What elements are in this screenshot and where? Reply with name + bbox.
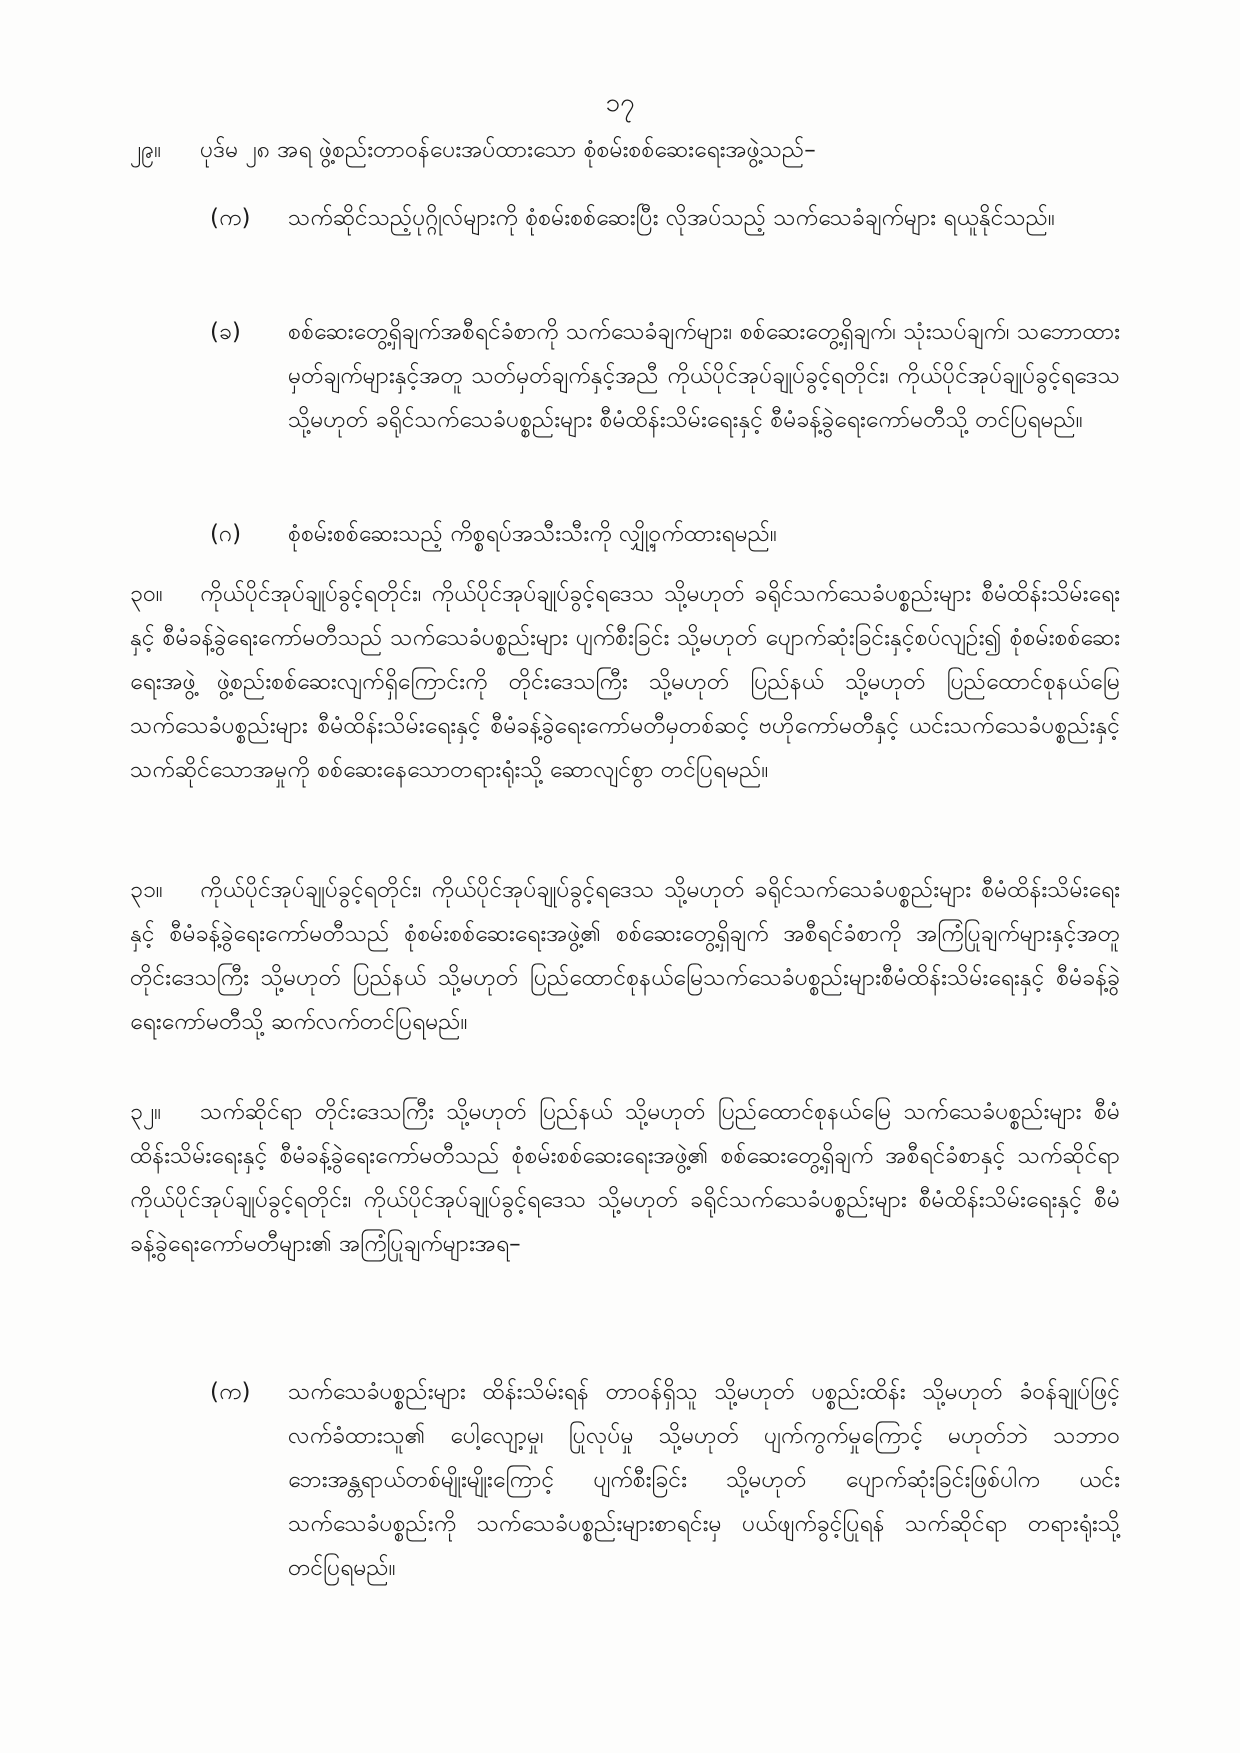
- section-text: သက်ဆိုင်ရာ တိုင်းဒေသကြီး သို့မဟုတ် ပြည်နယ် သို့မဟုတ် ပြည်ထောင်စုနယ်မြေ သက်သေခံပစ္စည်းများ စီမံထိန်းသိမ်းရေးနှင့် စီမံခန့်ခွဲရေးကော်မတီသည် စုံစမ်းစစ်ဆေးရေးအဖွဲ့၏ စစ်ဆေးတွေ့ရှိချက် အစီရင်ခံစာနှင့် သက်ဆိုင်ရာကိုယ်ပိုင်အုပ်ချုပ်ခွင့်ရတိုင်း၊ ကိုယ်ပိုင်အုပ်ချုပ်ခွင့်ရဒေသ သို့မဟုတ် ခရိုင်သက်သေခံပစ္စည်းများ စီမံထိန်းသိမ်းရေးနှင့် စီမံခန့်ခွဲရေးကော်မတီများ၏ အကြံပြုချက်များအရ–: [130, 1099, 1120, 1257]
- clause-label: (ခ): [210, 319, 241, 345]
- section-number: ၂၉။: [130, 137, 162, 163]
- section-text: ကိုယ်ပိုင်အုပ်ချုပ်ခွင့်ရတိုင်း၊ ကိုယ်ပိုင်အုပ်ချုပ်ခွင့်ရဒေသ သို့မဟုတ် ခရိုင်သက်သေခံပစ္စည်းများ စီမံထိန်းသိမ်းရေးနှင့် စီမံခန့်ခွဲရေးကော်မတီသည် စုံစမ်းစစ်ဆေးရေးအဖွဲ့၏ စစ်ဆေးတွေ့ရှိချက် အစီရင်ခံစာကို အကြံပြုချက်များနှင့်အတူ တိုင်းဒေသကြီး သို့မဟုတ် ပြည်နယ် သို့မဟုတ် ပြည်ထောင်စုနယ်မြေသက်သေခံပစ္စည်းများစီမံထိန်းသိမ်းရေးနှင့် စီမံခန့်ခွဲရေးကော်မတီသို့ ဆက်လက်တင်ပြရမည်။: [130, 877, 1120, 1035]
- clause-text: သက်သေခံပစ္စည်းများ ထိန်းသိမ်းရန် တာဝန်ရှိသူ သို့မဟုတ် ပစ္စည်းထိန်း သို့မဟုတ် ခံဝန်ချုပ်ဖြင့် လက်ခံထားသူ၏ ပေါ့လျော့မှု၊ ပြုလုပ်မှု သို့မဟုတ် ပျက်ကွက်မှုကြောင့် မဟုတ်ဘဲ သဘာဝဘေးအန္တရာယ်တစ်မျိုးမျိုးကြောင့် ပျက်စီးခြင်း သို့မဟုတ် ပျောက်ဆုံးခြင်းဖြစ်ပါက ယင်းသက်သေခံပစ္စည်းကို သက်သေခံပစ္စည်းများစာရင်းမှ ပယ်ဖျက်ခွင့်ပြုရန် သက်ဆိုင်ရာ တရားရုံးသို့ တင်ပြရမည်။: [288, 1379, 1120, 1581]
- clause-text: သက်ဆိုင်သည့်ပုဂ္ဂိုလ်များကို စုံစမ်းစစ်ဆေးပြီး လိုအပ်သည့် သက်သေခံချက်များ ရယူနိုင်သည်။: [288, 205, 1055, 231]
- section-29: [130, 128, 1120, 172]
- clause-text: စစ်ဆေးတွေ့ရှိချက်အစီရင်ခံစာကို သက်သေခံချက်များ၊ စစ်ဆေးတွေ့ရှိချက်၊ သုံးသပ်ချက်၊ သဘောထားမှတ်ချက်များနှင့်အတူ သတ်မှတ်ချက်နှင့်အညီ ကိုယ်ပိုင်အုပ်ချုပ်ခွင့်ရတိုင်း၊ ကိုယ်ပိုင်အုပ်ချုပ်ခွင့်ရဒေသ သို့မဟုတ် ခရိုင်သက်သေခံပစ္စည်းများ စီမံထိန်းသိမ်းရေးနှင့် စီမံခန့်ခွဲရေးကော်မတီသို့ တင်ပြရမည်။: [288, 319, 1120, 433]
- section-30: [130, 572, 1120, 792]
- clause-text: စုံစမ်းစစ်ဆေးသည့် ကိစ္စရပ်အသီးသီးကို လျှို့ဝှက်ထားရမည်။: [288, 521, 777, 547]
- clause-29-ka: [210, 196, 1120, 240]
- section-text: ကိုယ်ပိုင်အုပ်ချုပ်ခွင့်ရတိုင်း၊ ကိုယ်ပိုင်အုပ်ချုပ်ခွင့်ရဒေသ သို့မဟုတ် ခရိုင်သက်သေခံပစ္စည်းများ စီမံထိန်းသိမ်းရေးနှင့် စီမံခန့်ခွဲရေးကော်မတီသည် သက်သေခံပစ္စည်းများ ပျက်စီးခြင်း သို့မဟုတ် ပျောက်ဆုံးခြင်းနှင့်စပ်လျဉ်း၍ စုံစမ်းစစ်ဆေးရေးအဖွဲ့ ဖွဲ့စည်းစစ်ဆေးလျက်ရှိကြောင်းကို တိုင်းဒေသကြီး သို့မဟုတ် ပြည်နယ် သို့မဟုတ် ပြည်ထောင်စုနယ်မြေ သက်သေခံပစ္စည်းများ စီမံထိန်းသိမ်းရေးနှင့် စီမံခန့်ခွဲရေးကော်မတီမှတစ်ဆင့် ဗဟိုကော်မတီနှင့် ယင်းသက်သေခံပစ္စည်းနှင့် သက်ဆိုင်သောအမှုကို စစ်ဆေးနေသောတရားရုံးသို့ ဆောလျင်စွာ တင်ပြရမည်။: [130, 581, 1120, 783]
- section-32: [130, 1090, 1120, 1266]
- clause-29-ga: [210, 512, 1120, 556]
- section-31: [130, 868, 1120, 1044]
- clause-29-kha: [210, 310, 1120, 442]
- clause-label: (ဂ): [210, 521, 242, 547]
- section-number: ၃၀။: [130, 581, 163, 607]
- clause-32-ka: [210, 1370, 1120, 1590]
- section-number: ၃၁။: [130, 877, 163, 903]
- section-number: ၃၂။: [130, 1099, 162, 1125]
- page-number: ၁၇: [605, 88, 635, 118]
- section-intro: ပုဒ်မ ၂၈ အရ ဖွဲ့စည်းတာဝန်ပေးအပ်ထားသော စုံစမ်းစစ်ဆေးရေးအဖွဲ့သည်–: [200, 137, 816, 163]
- clause-label: (က): [210, 1379, 251, 1405]
- clause-label: (က): [210, 205, 251, 231]
